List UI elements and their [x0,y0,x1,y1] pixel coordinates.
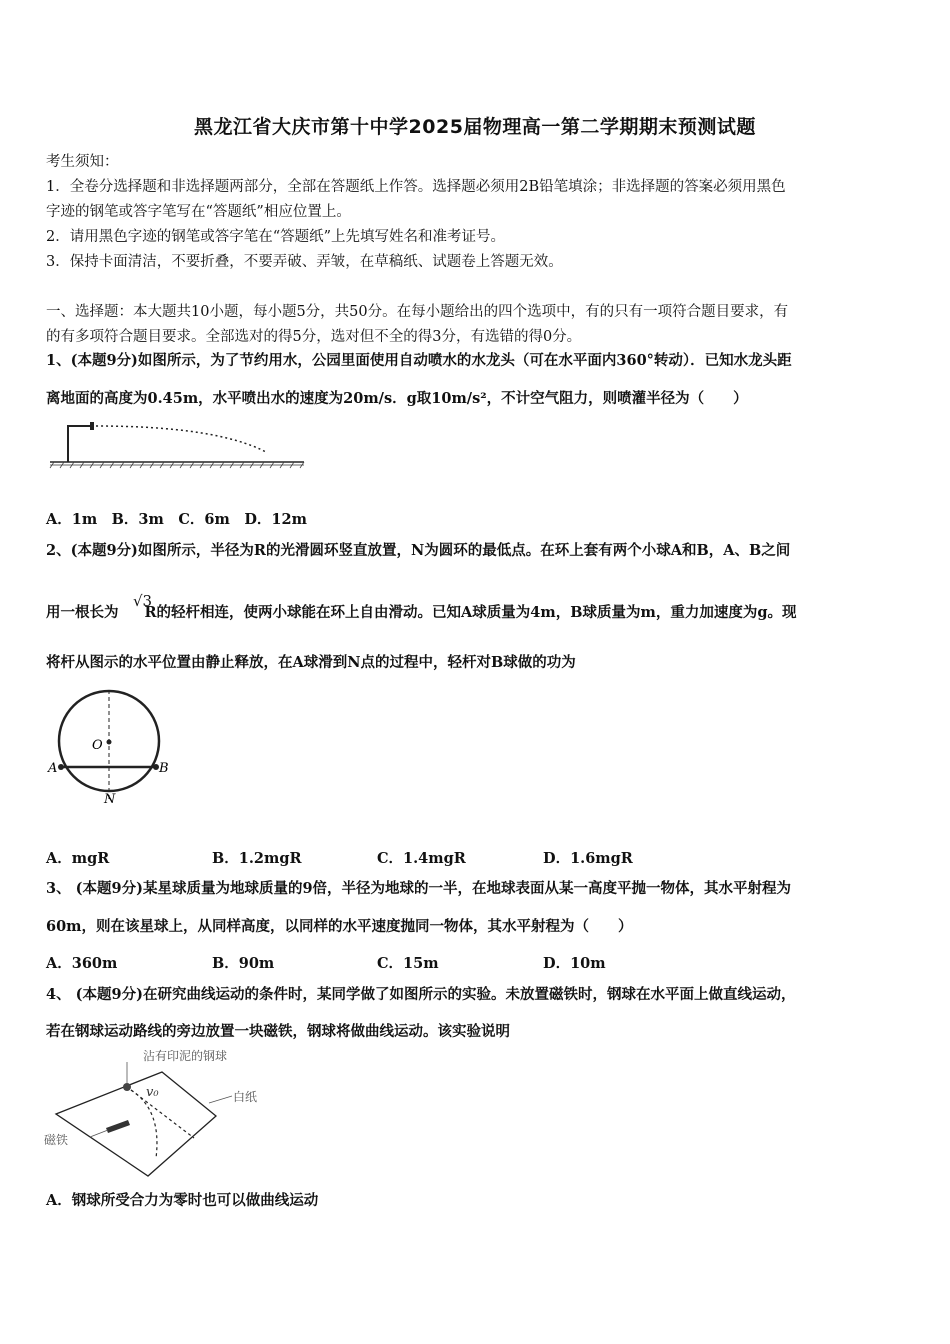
q3-option-a[interactable]: A．360m [46,955,118,972]
q2-option-b[interactable]: B．1.2mgR [212,850,302,867]
q1-options[interactable]: A．1m B．3m C．6m D．12m [46,511,307,528]
notice-item: 字迹的钢笔或答字笔写在“答题纸”相应位置上。 [46,204,351,220]
ring-figure [46,690,176,808]
notice-item: 1．全卷分选择题和非选择题两部分，全部在答题纸上作答。选择题必须用2B铅笔填涂；非选择题的答案必须用黑色 [46,179,786,195]
label-o: O [92,738,103,753]
q2-option-a[interactable]: A．mgR [46,850,110,867]
q4-text: 4、 (本题9分)在研究曲线运动的条件时，某同学做了如图所示的实验。未放置磁铁时，钢球在水平面上做直线运动， [46,986,796,1003]
q2-text: 2、(本题9分)如图所示，半径为R的光滑圆环竖直放置，N为圆环的最低点。在环上套有两个小球A和B，A、B之间 [46,542,791,559]
sprinkler-figure [46,418,308,470]
q3-text: 60m，则在该星球上，从同样高度，以同样的水平速度抛同一物体，其水平射程为（ ） [46,918,633,935]
q2-option-d[interactable]: D．1.6mgR [543,850,633,867]
q4-text: 若在钢球运动路线的旁边放置一块磁铁，钢球将做曲线运动。该实验说明 [46,1023,510,1040]
label-b: B [159,761,169,776]
q2-text-pre: 用一根长为 [46,604,119,621]
notice-item: 2．请用黑色字迹的钢笔或答字笔在“答题纸”上先填写姓名和准考证号。 [46,229,506,245]
section-intro: 的有多项符合题目要求。全部选对的得5分，选对但不全的得3分，有选错的得0分。 [46,329,582,345]
magnet-experiment-figure [44,1046,274,1182]
q1-text: 离地面的高度为0.45m，水平喷出水的速度为20m/s．g取10m/s²，不计空气阻力，则喷灌半径为（ ） [46,390,748,407]
q2-text: 将杆从图示的水平位置由静止释放，在A球滑到N点的过程中，轻杆对B球做的功为 [46,654,576,671]
q2-option-c[interactable]: C．1.4mgR [377,850,466,867]
q3-option-d[interactable]: D．10m [543,955,606,972]
q2-text [46,603,796,623]
q1-text: 1、(本题9分)如图所示，为了节约用水，公园里面使用自动喷水的水龙头（可在水平面内360°转动）．已知水龙头距 [46,352,792,369]
label-ball: 沾有印泥的钢球 [143,1049,228,1063]
label-v0: v₀ [146,1085,159,1100]
q4-option-a[interactable]: A．钢球所受合力为零时也可以做曲线运动 [46,1192,319,1209]
q2-text-post: R的轻杆相连，使两小球能在环上自由滑动。已知A球质量为4m，B球质量为m，重力加速度为g。现 [144,604,797,621]
label-magnet: 磁铁 [44,1133,69,1147]
sqrt-symbol: √3 [133,592,153,610]
page-title: 黑龙江省大庆市第十中学2025届物理高一第二学期期末预测试题 [194,116,756,138]
notice-heading: 考生须知： [46,154,119,170]
label-paper: 白纸 [233,1090,258,1104]
q3-option-b[interactable]: B．90m [212,955,275,972]
section-intro: 一、选择题：本大题共10小题，每小题5分，共50分。在每小题给出的四个选项中，有的只有一项符合题目要求，有 [46,304,789,320]
q3-text: 3、 (本题9分)某星球质量为地球质量的9倍，半径为地球的一半，在地球表面从某一高度平抛一物体，其水平射程为 [46,880,792,897]
notice-item: 3．保持卡面清洁，不要折叠，不要弄破、弄皱，在草稿纸、试题卷上答题无效。 [46,254,563,270]
label-n: N [104,792,116,807]
label-a: A [48,761,58,776]
q3-option-c[interactable]: C．15m [377,955,439,972]
